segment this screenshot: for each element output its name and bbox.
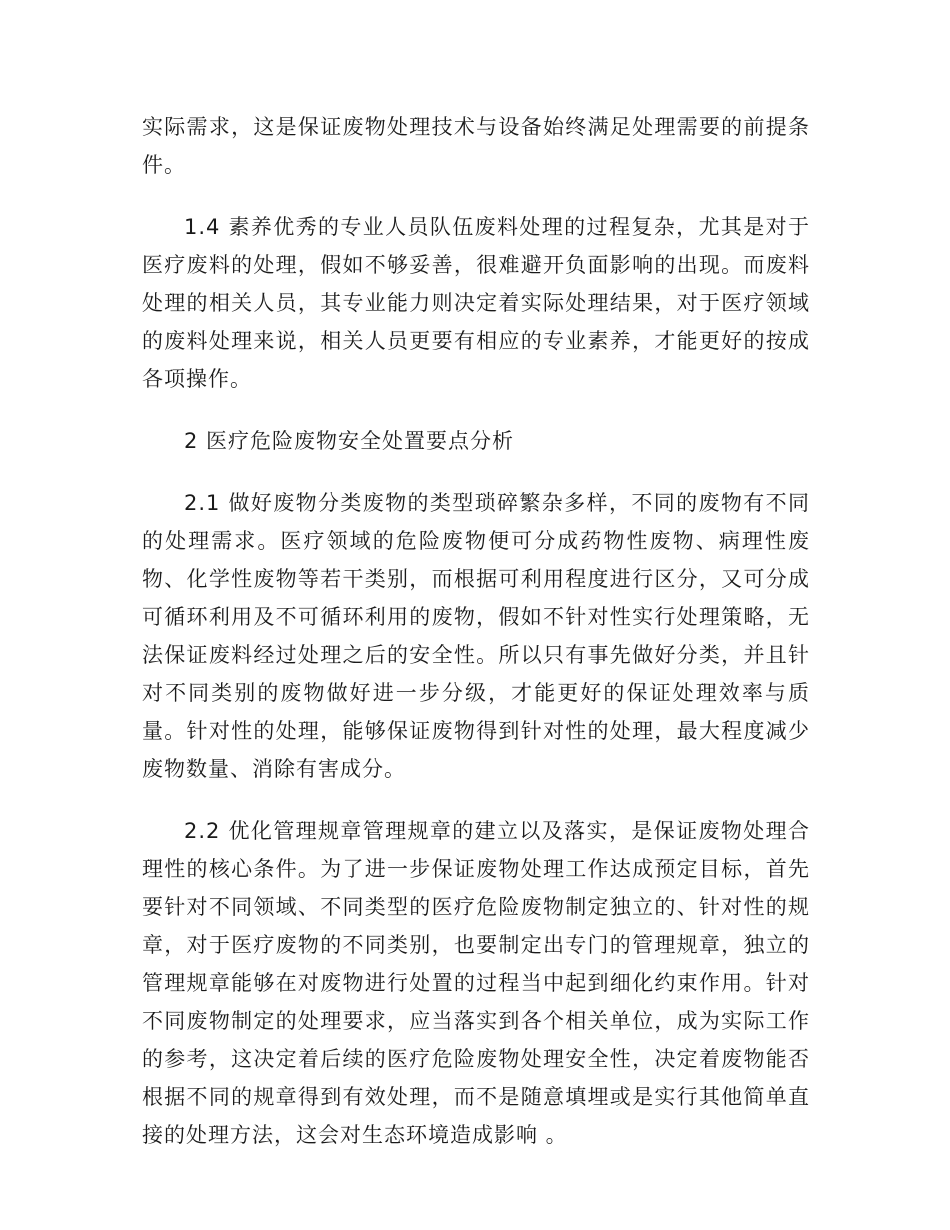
text-line: 接的处理方法，这会对生态环境造成影响 。 — [142, 1123, 568, 1147]
text-line: 章，对于医疗废物的不同类别，也要制定出专门的管理规章，独立的 — [142, 933, 810, 957]
text-line: 要针对不同领域、不同类型的医疗危险废物制定独立的、针对性的规 — [142, 895, 810, 919]
paragraph-section-2-1 — [142, 484, 810, 788]
text-line: 实际需求，这是保证废物处理技术与设备始终满足处理需要的前提条 — [142, 115, 810, 139]
text-line: 处理的相关人员，其专业能力则决定着实际处理结果，对于医疗领域 — [142, 291, 810, 315]
text-line: 的废料处理来说，相关人员更要有相应的专业素养，才能更好的按成 — [142, 329, 810, 353]
text-line: 对不同类别的废物做好进一步分级，才能更好的保证处理效率与质 — [142, 681, 810, 705]
heading-line: 2 医疗危险废物安全处置要点分析 — [184, 429, 515, 453]
text-line: 的参考，这决定着后续的医疗危险废物处理安全性，决定着废物能否 — [142, 1047, 810, 1071]
text-line: 医疗废料的处理，假如不够妥善，很难避开负面影响的出现。而废料 — [142, 253, 810, 277]
paragraph-section-2-2 — [142, 812, 810, 1154]
text-line: 各项操作。 — [142, 367, 252, 391]
text-line: 根据不同的规章得到有效处理，而不是随意填埋或是实行其他简单直 — [142, 1085, 810, 1109]
text-line: 2.1 做好废物分类废物的类型琐碎繁杂多样，不同的废物有不同 — [184, 491, 810, 515]
text-line: 1.4 素养优秀的专业人员队伍废料处理的过程复杂，尤其是对于 — [184, 215, 810, 239]
text-line: 法保证废料经过处理之后的安全性。所以只有事先做好分类，并且针 — [142, 643, 810, 667]
text-line: 2.2 优化管理规章管理规章的建立以及落实，是保证废物处理合 — [184, 819, 810, 843]
text-line: 量。针对性的处理，能够保证废物得到针对性的处理，最大程度减少 — [142, 719, 810, 743]
document-page — [142, 108, 810, 1178]
text-line: 可循环利用及不可循环利用的废物，假如不针对性实行处理策略，无 — [142, 605, 810, 629]
text-line: 件。 — [142, 153, 186, 177]
text-line: 的处理需求。医疗领域的危险废物便可分成药物性废物、病理性废 — [142, 529, 810, 553]
paragraph-section-1-4 — [142, 208, 810, 398]
text-line: 废物数量、消除有害成分。 — [142, 757, 406, 781]
section-heading-2 — [142, 422, 810, 460]
text-line: 物、化学性废物等若干类别，而根据可利用程度进行区分，又可分成 — [142, 567, 810, 591]
text-line: 理性的核心条件。为了进一步保证废物处理工作达成预定目标，首先 — [142, 857, 810, 881]
text-line: 管理规章能够在对废物进行处置的过程当中起到细化约束作用。针对 — [142, 971, 810, 995]
text-line: 不同废物制定的处理要求，应当落实到各个相关单位，成为实际工作 — [142, 1009, 810, 1033]
paragraph-continuation — [142, 108, 810, 184]
